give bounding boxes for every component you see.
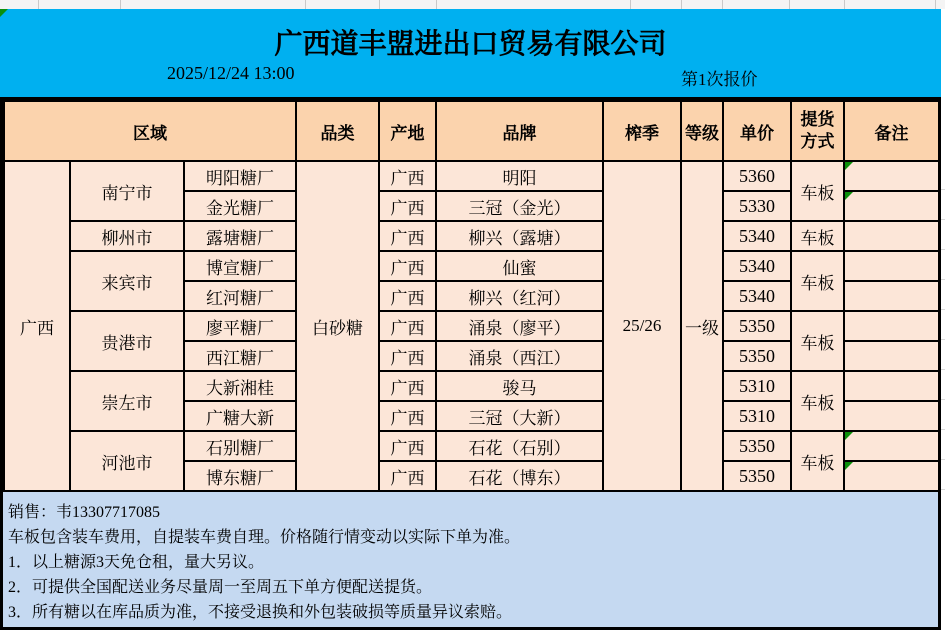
note-line: 车板包含装车费用，自提装车费自理。价格随行情变动以实际下单为准。: [8, 529, 521, 546]
cell-city[interactable]: 南宁市: [70, 161, 184, 221]
cell-factory[interactable]: 明阳糖厂: [184, 161, 296, 191]
cell-city[interactable]: 贵港市: [70, 311, 184, 371]
cell-brand[interactable]: 石花（石别）: [436, 431, 603, 461]
cell-origin[interactable]: 广西: [379, 311, 436, 341]
cell-origin[interactable]: 广西: [379, 371, 436, 401]
cell-remark[interactable]: [844, 311, 939, 341]
cell-origin[interactable]: 广西: [379, 281, 436, 311]
cell-price[interactable]: 5360: [723, 161, 791, 191]
cell-brand[interactable]: 三冠（金光）: [436, 191, 603, 221]
header-row: [4, 101, 939, 161]
note-line: 3．所有糖以在库品质为准，不接受退换和外包装破损等质量异议索赔。: [8, 604, 513, 621]
price-table: [3, 100, 940, 492]
cell-factory[interactable]: 红河糖厂: [184, 281, 296, 311]
cell-brand[interactable]: 仙蜜: [436, 251, 603, 281]
cell-factory[interactable]: 露塘糖厂: [184, 221, 296, 251]
header-remark[interactable]: 备注: [844, 101, 939, 161]
cell-origin[interactable]: 广西: [379, 341, 436, 371]
cell-price[interactable]: 5310: [723, 401, 791, 431]
cell-remark[interactable]: [844, 341, 939, 371]
cell-remark[interactable]: [844, 461, 939, 491]
note-line: 1．以上糖源3天免仓租，量大另议。: [8, 554, 265, 571]
cell-price[interactable]: 5330: [723, 191, 791, 221]
cell-brand[interactable]: 涌泉（廖平）: [436, 311, 603, 341]
notes-section: [3, 492, 938, 627]
cell-pickup[interactable]: 车板: [791, 371, 844, 431]
cell-factory[interactable]: 西江糖厂: [184, 341, 296, 371]
cell-remark[interactable]: [844, 161, 939, 191]
column-gridline: [935, 0, 936, 9]
sales-contact-line: 销售：韦13307717085: [8, 504, 161, 521]
column-gridline: [630, 0, 631, 9]
table-row: [4, 431, 939, 461]
table-row: [4, 251, 939, 281]
column-gridline: [844, 0, 845, 9]
cell-remark[interactable]: [844, 281, 939, 311]
header-pickup[interactable]: [791, 101, 844, 161]
column-gridline: [120, 0, 121, 9]
cell-factory[interactable]: 博宣糖厂: [184, 251, 296, 281]
cell-origin[interactable]: 广西: [379, 431, 436, 461]
cell-pickup[interactable]: 车板: [791, 161, 844, 221]
cell-price[interactable]: 5340: [723, 251, 791, 281]
cell-factory[interactable]: 廖平糖厂: [184, 311, 296, 341]
cell-brand[interactable]: 三冠（大新）: [436, 401, 603, 431]
quote-round-label: 第1次报价: [681, 70, 758, 89]
cell-city[interactable]: 来宾市: [70, 251, 184, 311]
cell-price[interactable]: 5340: [723, 281, 791, 311]
quote-datetime: 2025/12/24 13:00: [167, 63, 295, 83]
column-gridline: [722, 0, 723, 9]
table-row: [4, 311, 939, 341]
cell-grade[interactable]: 一级: [681, 161, 723, 491]
cell-origin[interactable]: 广西: [379, 461, 436, 491]
cell-price[interactable]: 5340: [723, 221, 791, 251]
column-gridline: [305, 0, 306, 9]
cell-season[interactable]: 25/26: [603, 161, 681, 491]
cell-category[interactable]: 白砂糖: [296, 161, 379, 491]
cell-price[interactable]: 5350: [723, 431, 791, 461]
excel-error-triangle-icon: [845, 462, 853, 470]
cell-remark[interactable]: [844, 221, 939, 251]
company-title: 广西道丰盟进出口贸易有限公司: [274, 29, 667, 60]
table-row: [4, 371, 939, 401]
excel-error-triangle-icon: [845, 192, 853, 200]
row-gridline-margin: [941, 160, 945, 490]
excel-error-triangle-icon: [0, 9, 8, 17]
cell-remark[interactable]: [844, 371, 939, 401]
cell-province[interactable]: 广西: [4, 161, 70, 491]
cell-pickup[interactable]: 车板: [791, 311, 844, 371]
cell-price[interactable]: 5310: [723, 371, 791, 401]
header-price[interactable]: 单价: [723, 101, 791, 161]
cell-brand[interactable]: 柳兴（露塘）: [436, 221, 603, 251]
cell-remark[interactable]: [844, 401, 939, 431]
cell-brand[interactable]: 明阳: [436, 161, 603, 191]
cell-price[interactable]: 5350: [723, 461, 791, 491]
cell-origin[interactable]: 广西: [379, 191, 436, 221]
cell-brand[interactable]: 骏马: [436, 371, 603, 401]
cell-origin[interactable]: 广西: [379, 401, 436, 431]
price-table-block: [0, 97, 941, 630]
cell-factory[interactable]: 博东糖厂: [184, 461, 296, 491]
cell-city[interactable]: 崇左市: [70, 371, 184, 431]
table-row: [4, 221, 939, 251]
table-row: [4, 161, 939, 191]
cell-remark[interactable]: [844, 191, 939, 221]
header-origin[interactable]: 产地: [379, 101, 436, 161]
cell-pickup[interactable]: 车板: [791, 251, 844, 311]
column-gridline: [379, 0, 380, 9]
cell-origin[interactable]: 广西: [379, 221, 436, 251]
cell-brand[interactable]: 涌泉（西江）: [436, 341, 603, 371]
note-line: 2．可提供全国配送业务尽量周一至周五下单方便配送提货。: [8, 579, 433, 596]
cell-factory[interactable]: 石别糖厂: [184, 431, 296, 461]
cell-origin[interactable]: 广西: [379, 251, 436, 281]
cell-factory[interactable]: 广糖大新: [184, 401, 296, 431]
cell-remark[interactable]: [844, 251, 939, 281]
column-gridline: [681, 0, 682, 9]
cell-city[interactable]: 河池市: [70, 431, 184, 491]
spreadsheet-gridline-strip: [0, 0, 945, 9]
header-grade[interactable]: 等级: [681, 101, 723, 161]
cell-price[interactable]: 5350: [723, 341, 791, 371]
header-region[interactable]: 区域: [4, 101, 296, 161]
excel-error-triangle-icon: [845, 162, 853, 170]
cell-remark[interactable]: [844, 431, 939, 461]
column-gridline: [436, 0, 437, 9]
header-category[interactable]: 品类: [296, 101, 379, 161]
cell-origin[interactable]: 广西: [379, 161, 436, 191]
cell-factory[interactable]: 金光糖厂: [184, 191, 296, 221]
cell-brand[interactable]: 柳兴（红河）: [436, 281, 603, 311]
cell-factory[interactable]: 大新湘桂: [184, 371, 296, 401]
header-season[interactable]: 榨季: [603, 101, 681, 161]
column-gridline: [789, 0, 790, 9]
cell-city[interactable]: 柳州市: [70, 221, 184, 251]
title-banner[interactable]: [0, 9, 941, 97]
cell-price[interactable]: 5350: [723, 311, 791, 341]
column-gridline: [38, 0, 39, 9]
cell-brand[interactable]: 石花（博东）: [436, 461, 603, 491]
excel-error-triangle-icon: [845, 432, 853, 440]
header-pickup-label: 提货方式: [800, 109, 835, 151]
cell-pickup[interactable]: 车板: [791, 431, 844, 491]
header-brand[interactable]: 品牌: [436, 101, 603, 161]
cell-pickup[interactable]: 车板: [791, 221, 844, 251]
